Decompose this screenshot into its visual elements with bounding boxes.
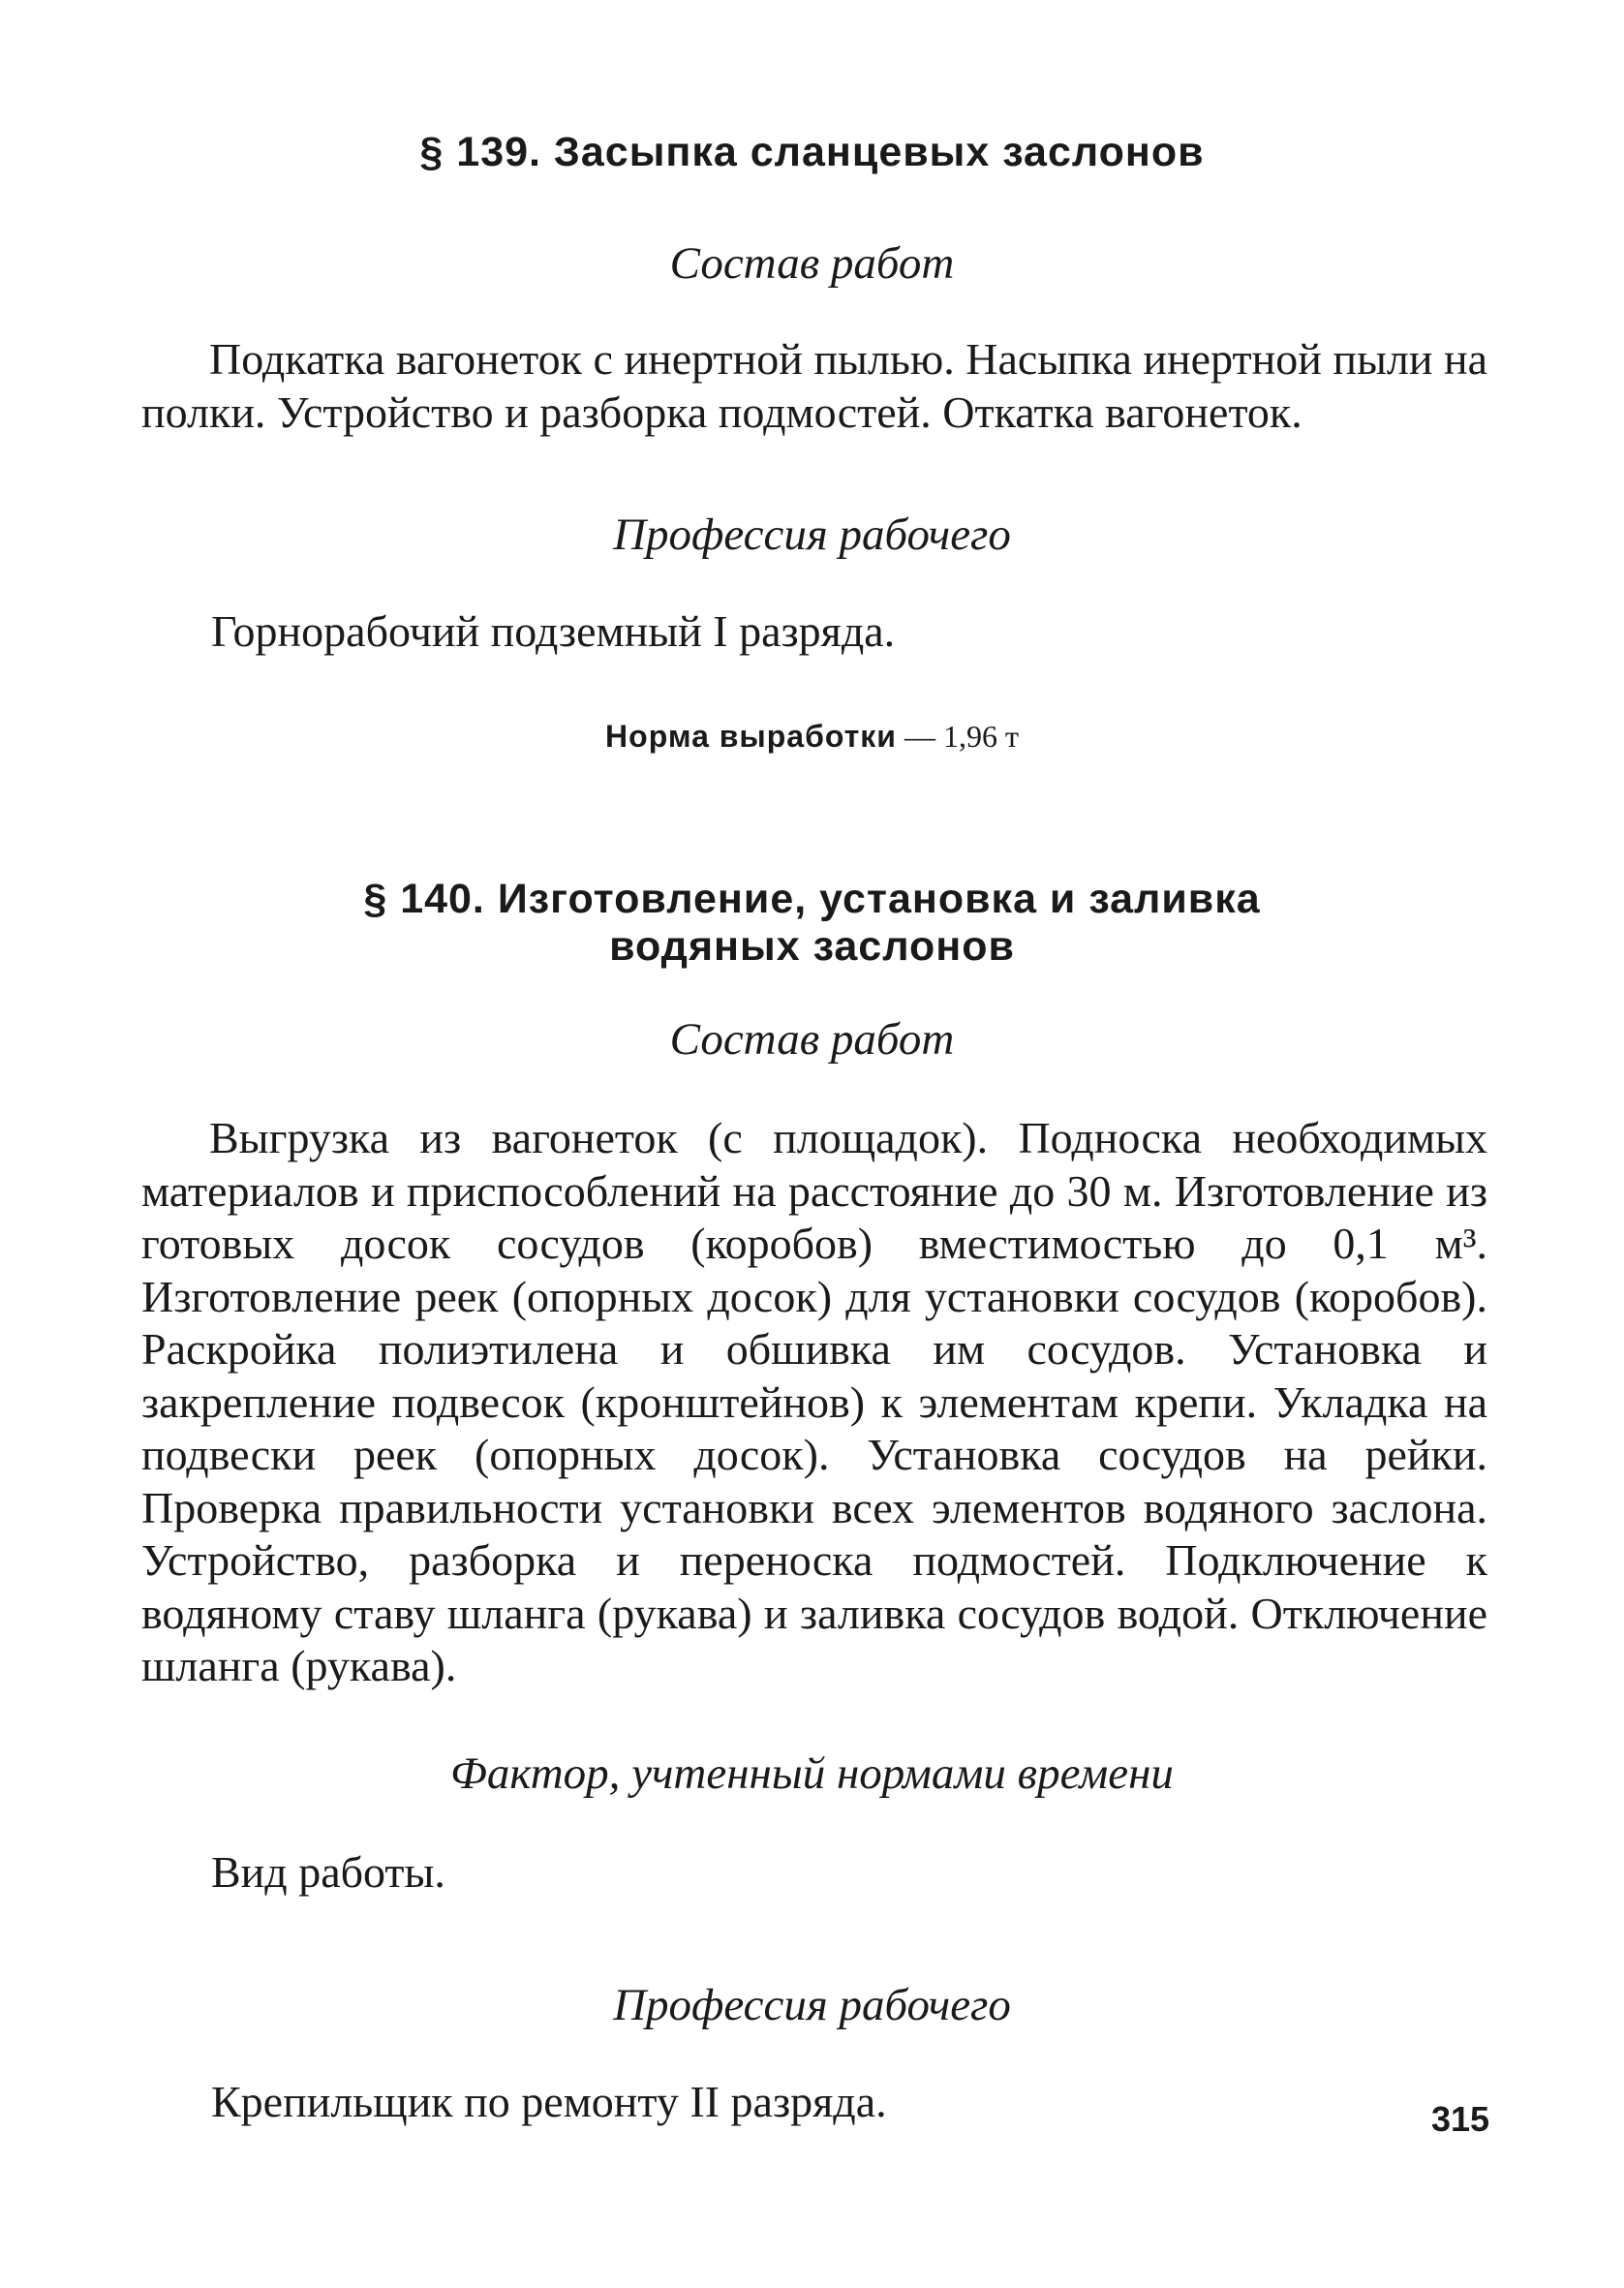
section-140-title-line1: § 140. Изготовление, установка и заливка xyxy=(363,876,1261,922)
section-139-work-text: Подкатка вагонеток с инертной пылью. Насыпка инертной пыли на полки. Устройство и разборка подмостей. Откатка вагонеток. xyxy=(141,334,1487,437)
section-139-work-subheading: Состав работ xyxy=(669,238,955,289)
section-140-title-line2: водяных заслонов xyxy=(609,923,1015,970)
section-140-factor-subheading: Фактор, учтенный нормами времени xyxy=(450,1748,1174,1799)
section-139-profession: Горнорабочий подземный I разряда. xyxy=(211,606,896,656)
section-140-profession: Крепильщик по ремонту II разряда. xyxy=(211,2077,887,2126)
page-number: 315 xyxy=(1431,2099,1490,2139)
section-140-profession-subheading: Профессия рабочего xyxy=(613,1980,1011,2030)
section-139-profession-subheading: Профессия рабочего xyxy=(613,510,1011,560)
section-140-work-text: Выгрузка из вагонеток (с площадок). Подноска необходимых материалов и приспособлений на расстояние до 30 м. Изготовление из готовых досок сосудов (коробов) вместимостью до 0,1 м³. Изготовление реек (опорных досок) для установки сосудов (коробов). Раскройка полиэтилена и обшивка им сосудов. Установка и закрепление подвесок (кронштейнов) к элементам крепи. Укладка на подвески реек (опорных досок). Установка сосудов на рейки. Проверка правильности установки всех элементов водяного заслона. Устройство, разборка и переноска подмостей. Подключение к водяному ставу шланга (рукава) и заливка сосудов водой. Отключение шланга (рукава). xyxy=(141,1113,1487,1690)
section-139-norm xyxy=(0,717,1624,756)
section-140-work-subheading: Состав работ xyxy=(669,1014,955,1065)
norm-value: 1,96 т xyxy=(942,719,1019,754)
section-139-title: § 139. Засыпка сланцевых заслонов xyxy=(419,129,1205,175)
section-140-factor: Вид работы. xyxy=(211,1847,445,1897)
norm-label: Норма выработки xyxy=(605,719,897,754)
norm-dash: — xyxy=(904,719,935,754)
